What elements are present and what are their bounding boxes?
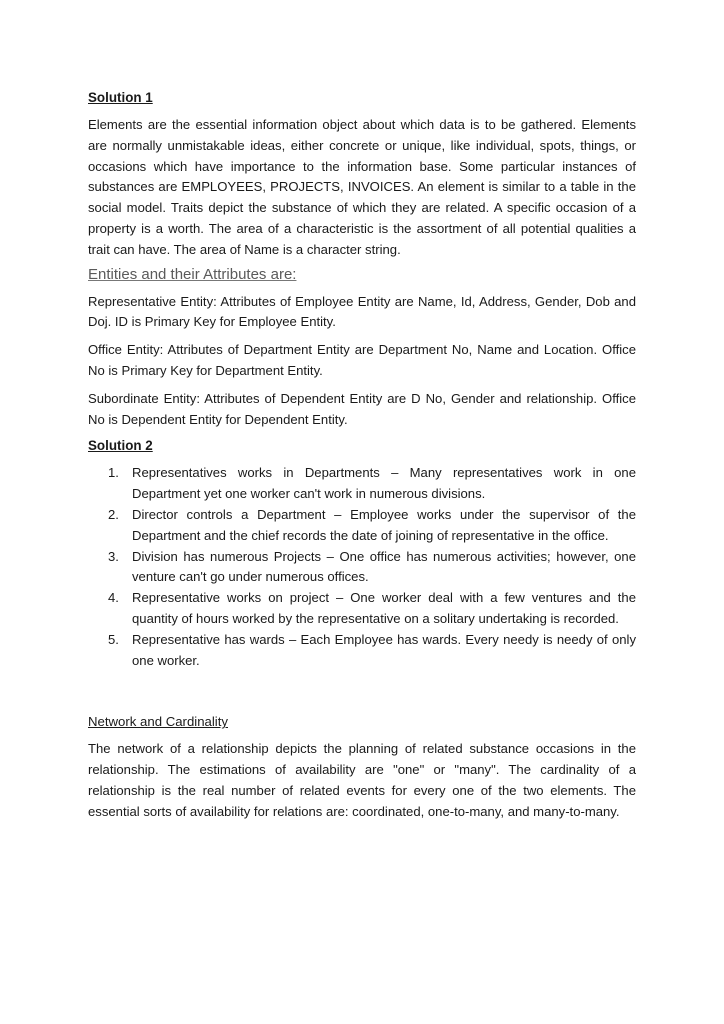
entity-representative: Representative Entity: Attributes of Employee Entity are Name, Id, Address, Gender, Dob and Doj. ID is Primary Key for Employee Entity.	[88, 293, 636, 330]
network-heading: Network and Cardinality	[88, 714, 228, 730]
list-item	[88, 547, 636, 589]
list-item-number: 3.	[108, 548, 119, 564]
list-item-number: 2.	[108, 506, 119, 522]
list-item	[88, 505, 636, 547]
document-page	[88, 89, 636, 823]
list-item	[88, 630, 636, 672]
list-item-text: Division has numerous Projects – One office has numerous activities; however, one venture can't go under numerous offices.	[132, 548, 636, 585]
entities-heading: Entities and their Attributes are:	[88, 265, 297, 283]
solution-2-heading: Solution 2	[88, 438, 153, 454]
entity-office: Office Entity: Attributes of Department Entity are Department No, Name and Location. Office No is Primary Key for Department Entity.	[88, 342, 636, 378]
list-item-number: 4.	[108, 590, 119, 606]
list-item	[88, 588, 636, 630]
solution-1-heading: Solution 1	[88, 90, 153, 105]
list-item-text: Director controls a Department – Employee works under the supervisor of the Department and the chief records the date of joining of representative in the office.	[132, 506, 636, 543]
list-item-number: 1.	[108, 465, 119, 481]
relationship-list	[88, 463, 636, 671]
entity-subordinate: Subordinate Entity: Attributes of Dependent Entity are D No, Gender and relationship. Office No is Dependent Entity for Dependent Entity.	[88, 390, 636, 427]
network-paragraph: The network of a relationship depicts the planning of related substance occasions in the relationship. The estimations of availability are "one" or "many". The cardinality of a relationship is the real number of related events for every one of the two elements. The essential sorts of availability for relations are: coordinated, one-to-many, and many-to-many.	[88, 741, 636, 819]
solution-1-paragraph: Elements are the essential information object about which data is to be gathered. Elements are normally unmistakable ideas, either concrete or unique, like individual, spots, things, or occasions which have importance to the information base. Some particular instances of substances are EMPLOYEES, PROJECTS, INVOICES. An element is similar to a table in the social model. Traits depict the substance of which they are related. A specific occasion of a property is a worth. The area of a characteristic is the assortment of all potential qualities a trait can have. The area of Name is a character string.	[88, 117, 636, 257]
list-item-number: 5.	[108, 631, 119, 647]
list-item-text: Representative works on project – One worker deal with a few ventures and the quantity of hours worked by the representative on a solitary undertaking is recorded.	[132, 590, 636, 626]
list-item	[88, 463, 636, 505]
list-item-text: Representative has wards – Each Employee has wards. Every needy is needy of only one worker.	[132, 631, 636, 668]
list-item-text: Representatives works in Departments – Many representatives work in one Department yet one worker can't work in numerous divisions.	[132, 465, 636, 502]
